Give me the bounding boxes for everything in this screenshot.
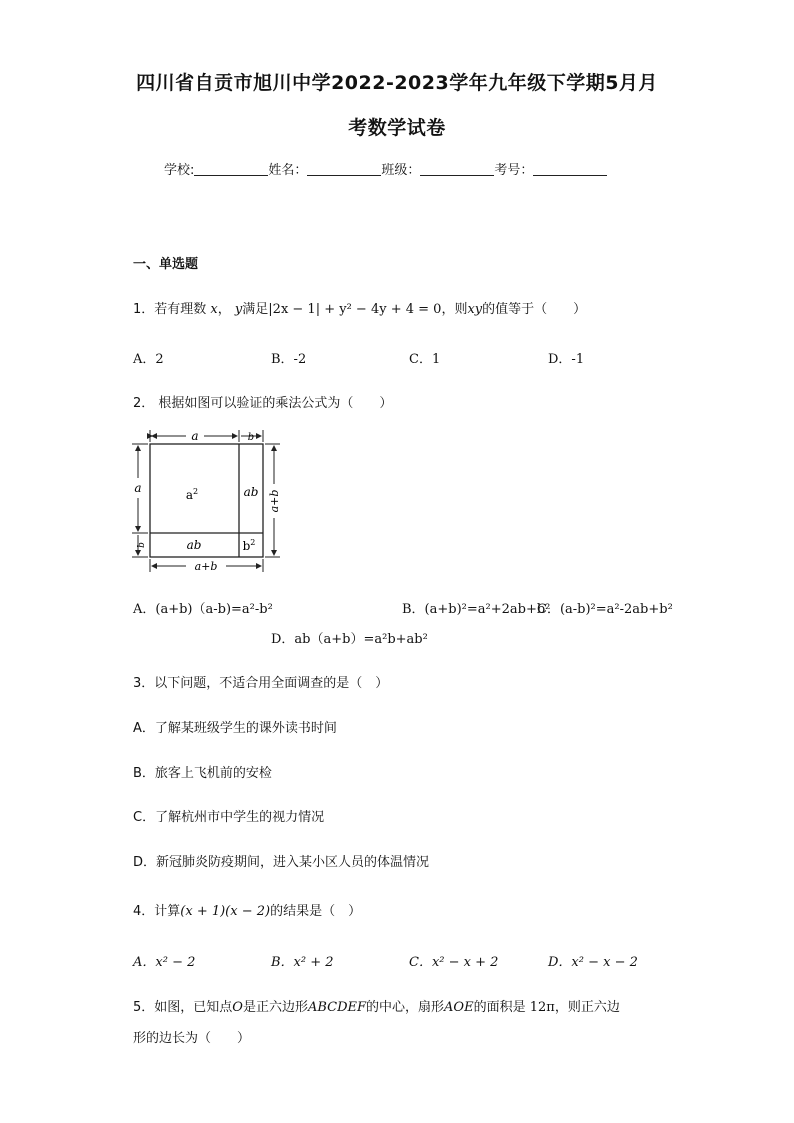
q4-option-a[interactable]: A．x² − 2 (133, 955, 196, 970)
question-5-line-1 (133, 996, 620, 1015)
q3-option-a[interactable]: A．了解某班级学生的课外读书时间 (133, 721, 337, 736)
class-label: 班级： (381, 163, 421, 178)
q5-point-o: O (232, 1000, 243, 1015)
q4-option-d[interactable]: D．x² − x − 2 (548, 955, 638, 970)
section-heading: 一、单选题 (133, 257, 199, 272)
q2-option-c[interactable]: C．(a-b)²=a²-2ab+b² (537, 602, 673, 617)
label-top-b: b (247, 432, 255, 443)
q5-text-d: 的面积是 (473, 1000, 526, 1015)
q1-option-d[interactable]: D．-1 (548, 352, 585, 367)
cell-b-squared: $b^2$ (242, 538, 256, 553)
label-bottom-apb: a+b (194, 560, 218, 573)
q5-area: 12π (529, 1000, 555, 1015)
q5-text-b: 是正六边形 (242, 1000, 308, 1015)
q4-option-b[interactable]: B．x² + 2 (271, 955, 334, 970)
q5-text-a: 5．如图，已知点 (133, 1000, 233, 1015)
title-line-2: 考数学试卷 (348, 117, 446, 139)
q4-prefix: 4．计算 (133, 904, 181, 919)
q5-text-c: 的中心，扇形 (366, 1000, 445, 1015)
q1-option-b[interactable]: B．-2 (271, 352, 307, 367)
q3-option-d[interactable]: D．新冠肺炎防疫期间，进入某小区人员的体温情况 (133, 855, 430, 870)
q1-option-a[interactable]: A．2 (133, 352, 164, 367)
cell-ab-right: ab (243, 485, 259, 499)
question-5-line-2: 形的边长为（ ） (133, 1031, 251, 1046)
q4-suffix: 的结果是（ ） (270, 904, 362, 919)
q1-mid2: ，则 (441, 302, 468, 317)
q5-sector-name: AOE (444, 1000, 474, 1015)
q1-prefix: 1．若有理数 (133, 302, 207, 317)
name-label: 姓名： (268, 163, 308, 178)
cell-a-squared: $a^2$ (185, 487, 199, 502)
q1-expr: xy (467, 302, 483, 317)
q1-option-c[interactable]: C．1 (409, 352, 441, 367)
q1-var-y: y (234, 302, 243, 317)
q1-mid: 满足 (242, 302, 269, 317)
q1-sep: ， (217, 302, 231, 317)
question-2: 2． 根据如图可以验证的乘法公式为（ ） (133, 396, 393, 411)
q4-option-c[interactable]: C．x² − x + 2 (409, 955, 499, 970)
label-left-b: b (137, 542, 147, 548)
student-info-row (164, 159, 607, 178)
class-blank[interactable] (420, 161, 494, 176)
q5-hexagon-name: ABCDEF (307, 1000, 367, 1015)
name-blank[interactable] (307, 161, 381, 176)
q1-var-x: x (210, 302, 218, 317)
number-blank[interactable] (533, 161, 607, 176)
q4-expr: (x + 1)(x − 2) (180, 904, 271, 919)
q5-text-e: ，则正六边 (554, 1000, 620, 1015)
q1-equation: |2x − 1| + y² − 4y + 4 = 0 (268, 302, 442, 317)
q2-option-b[interactable]: B．(a+b)²=a²+2ab+b² (402, 602, 551, 617)
q3-option-c[interactable]: C．了解杭州市中学生的视力情况 (133, 810, 325, 825)
q2-option-d[interactable]: D．ab（a+b）=a²b+ab² (271, 632, 428, 647)
label-right-apb: a+b (268, 489, 281, 513)
question-1 (133, 298, 586, 317)
school-blank[interactable] (194, 161, 268, 176)
label-top-a: a (191, 429, 199, 443)
label-left-a: a (134, 481, 142, 495)
q1-suffix: 的值等于（ ） (482, 302, 587, 317)
cell-ab-bottom: ab (186, 538, 202, 552)
question-4 (133, 900, 361, 919)
square-diagram (128, 426, 288, 574)
number-label: 考号： (494, 163, 534, 178)
q2-option-a[interactable]: A．(a+b)（a-b)=a²-b² (133, 602, 273, 617)
school-label: 学校: (164, 163, 195, 178)
question-3: 3．以下问题，不适合用全面调查的是（ ） (133, 676, 389, 691)
q3-option-b[interactable]: B．旅客上飞机前的安检 (133, 766, 272, 781)
title-line-1: 四川省自贡市旭川中学2022-2023学年九年级下学期5月月 (136, 72, 658, 94)
